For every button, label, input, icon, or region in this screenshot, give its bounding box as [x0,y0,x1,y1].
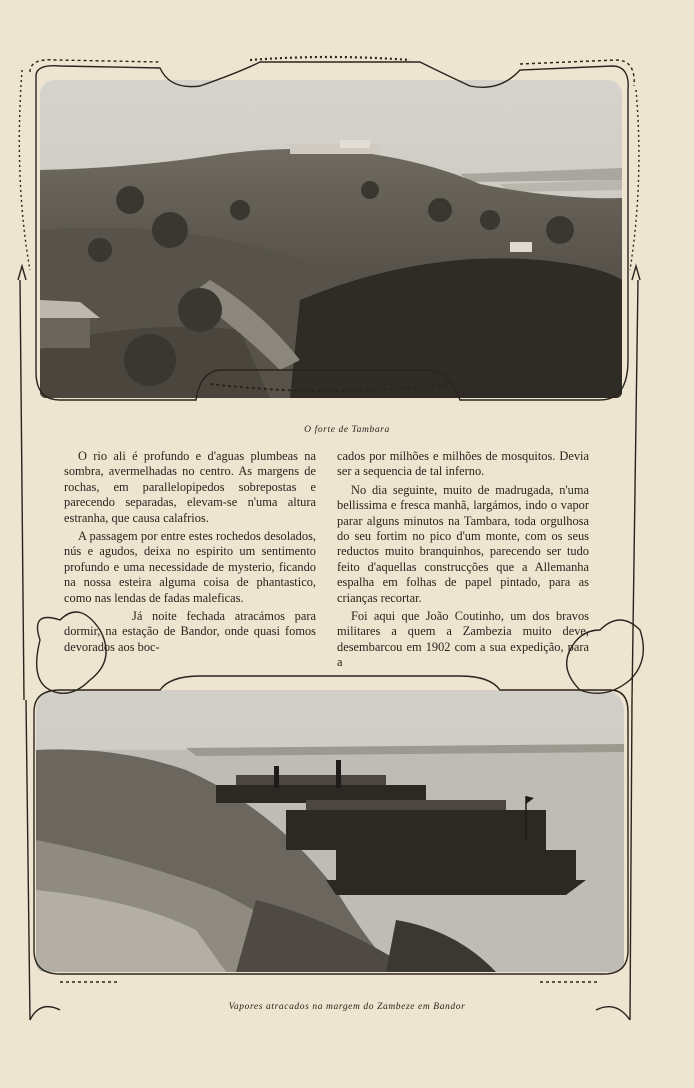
article-paragraph: Foi aqui que João Coutinho, um dos bravos militares a quem a Zambezia muito deve, desembarcou em 1902 com a sua expedição, para a [337,609,589,670]
article-paragraph: A passagem por entre estes rochedos desolados, nús e agudos, deixa no espirito um sentimento profundo e uma necessidade de mysterio, ficando na nossa esteira alguma coisa de phantastico, como nas lendas de fadas maleficas. [64,529,316,605]
article-paragraph: No dia seguinte, muito de madrugada, n'uma bellissima e fresca manhã, largámos, indo o vapor parar alguns minutos na Tambara, toda orgulhosa do seu fortim no pico d'um monte, com os seus reductos muito branquinhos, parecendo ser tudo feito d'aquellas construcções que a Allemanha espalha em folhas de papel pintado, para as crianças recortar. [337,482,589,605]
fort-tambara-photo [40,80,622,398]
article-column-right [337,449,589,671]
article-paragraph: cados por milhões e milhões de mosquitos. Devia ser a sequencia de tal inferno. [337,449,589,479]
bottom-photo-caption: Vapores atracados na margem do Zambeze em Bandor [228,1002,466,1012]
article-paragraph: Já noite fechada atracámos para dormir, na estação de Bandor, onde quasi fomos devorados aos boc- [64,609,316,654]
top-photo-caption: O forte de Tambara [304,425,390,435]
article-paragraph: O rio ali é profundo e d'aguas plumbeas na sombra, avermelhadas no centro. As margens de rochas, em parallelopipedos sobrepostas e parecendo separadas, elevam-se n'uma altura estranha, que causa calafrios. [64,449,316,525]
steamers-bandor-photo [36,690,624,972]
article-column-left [64,449,316,655]
